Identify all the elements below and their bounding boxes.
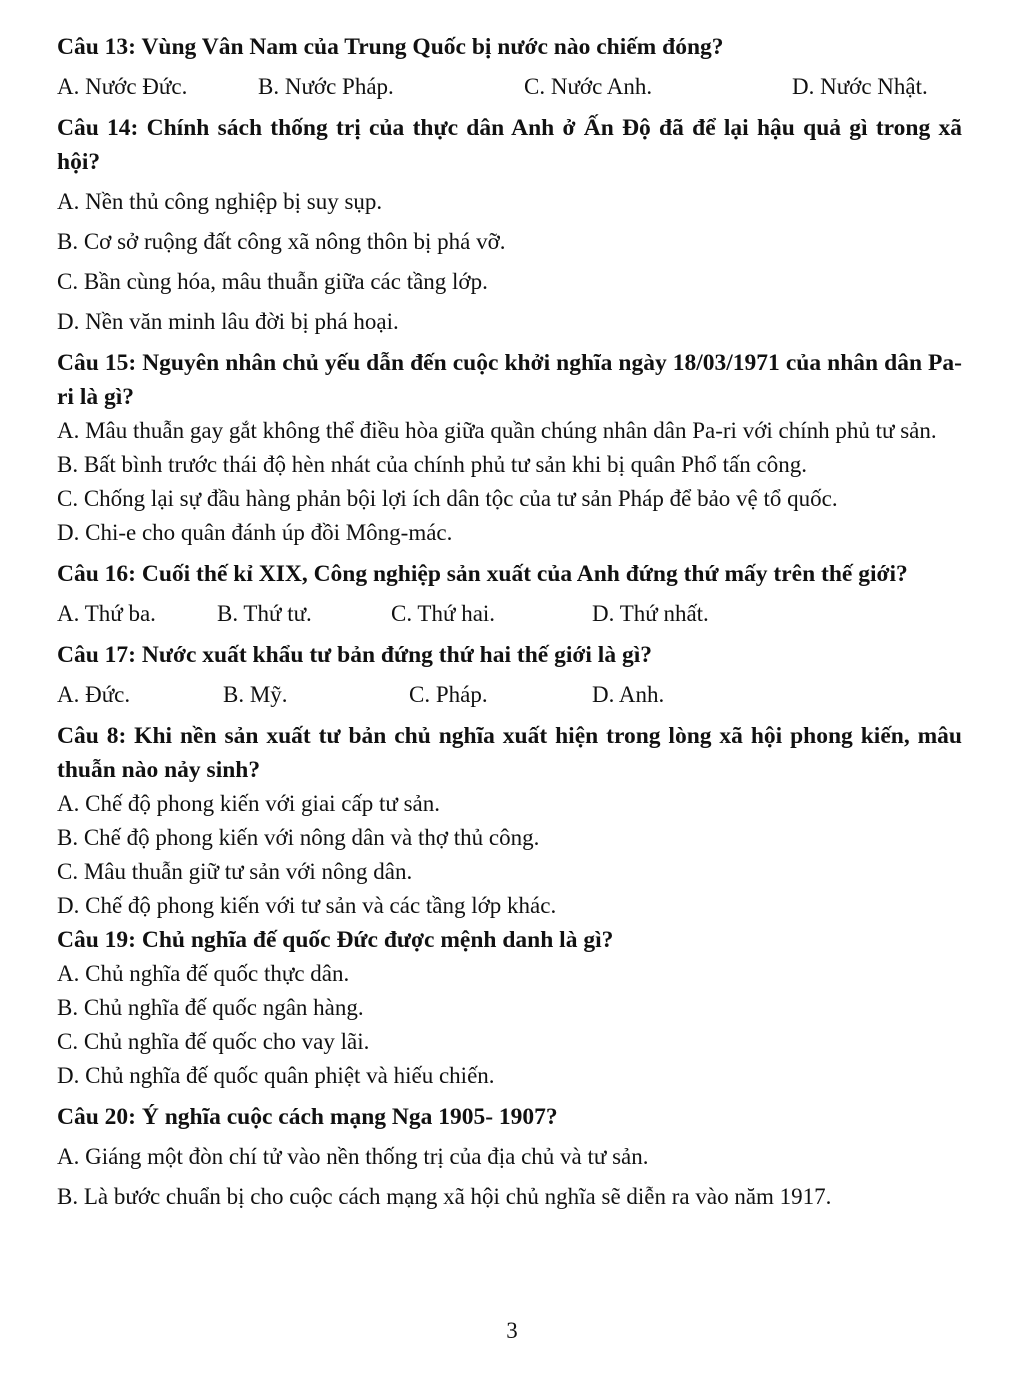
question-13-options xyxy=(57,70,962,104)
question-16-option-c: C. Thứ hai. xyxy=(391,601,496,626)
question-16-options xyxy=(57,597,962,631)
question-16-title: Câu 16: Cuối thế kỉ XIX, Công nghiệp sản xuất của Anh đứng thứ mấy trên thế giới? xyxy=(57,561,908,587)
question-17-option-d: D. Anh. xyxy=(592,682,665,707)
question-8-option-c: C. Mâu thuẫn giữ tư sản với nông dân. xyxy=(57,859,413,884)
question-16-option-a: A. Thứ ba. xyxy=(57,601,156,626)
question-20-title: Câu 20: Ý nghĩa cuộc cách mạng Nga 1905- 1907? xyxy=(57,1104,558,1130)
page-number: 3 xyxy=(506,1318,518,1343)
question-20-option-b: B. Là bước chuẩn bị cho cuộc cách mạng xã hội chủ nghĩa sẽ diễn ra vào năm 1917. xyxy=(57,1184,832,1209)
question-13-option-a: A. Nước Đức. xyxy=(57,74,188,99)
question-13-option-c: C. Nước Anh. xyxy=(524,74,653,99)
question-15-option-d: D. Chi-e cho quân đánh úp đồi Mông-mác. xyxy=(57,520,453,545)
question-19-option-c: C. Chủ nghĩa đế quốc cho vay lãi. xyxy=(57,1029,370,1054)
question-15-option-b: B. Bất bình trước thái độ hèn nhát của chính phủ tư sản khi bị quân Phổ tấn công. xyxy=(57,452,807,477)
question-8-option-d: D. Chế độ phong kiến với tư sản và các tầng lớp khác. xyxy=(57,893,557,918)
question-13-option-b: B. Nước Pháp. xyxy=(258,74,394,99)
question-15-title: Câu 15: Nguyên nhân chủ yếu dẫn đến cuộc khởi nghĩa ngày 18/03/1971 của nhân dân Pa-ri là gì? xyxy=(57,350,962,410)
question-8-title: Câu 8: Khi nền sản xuất tư bản chủ nghĩa xuất hiện trong lòng xã hội phong kiến, mâu thuẫn nào nảy sinh? xyxy=(57,723,962,783)
question-19-title: Câu 19: Chủ nghĩa đế quốc Đức được mệnh danh là gì? xyxy=(57,927,614,953)
question-16-option-d: D. Thứ nhất. xyxy=(592,601,709,626)
question-19-option-d: D. Chủ nghĩa đế quốc quân phiệt và hiếu chiến. xyxy=(57,1063,495,1088)
question-13-title: Câu 13: Vùng Vân Nam của Trung Quốc bị nước nào chiếm đóng? xyxy=(57,34,724,60)
question-14-option-c: C. Bần cùng hóa, mâu thuẫn giữa các tầng lớp. xyxy=(57,269,488,294)
question-19-option-b: B. Chủ nghĩa đế quốc ngân hàng. xyxy=(57,995,364,1020)
question-15-option-a: A. Mâu thuẫn gay gắt không thể điều hòa giữa quần chúng nhân dân Pa-ri với chính phủ tư sản. xyxy=(57,418,937,443)
exam-page xyxy=(57,30,962,1214)
question-14-option-a: A. Nền thủ công nghiệp bị suy sụp. xyxy=(57,189,383,214)
question-16-option-b: B. Thứ tư. xyxy=(217,601,312,626)
question-15-option-c: C. Chống lại sự đầu hàng phản bội lợi ích dân tộc của tư sản Pháp để bảo vệ tổ quốc. xyxy=(57,486,838,511)
question-14-option-d: D. Nền văn minh lâu đời bị phá hoại. xyxy=(57,309,399,334)
question-17-options xyxy=(57,678,962,712)
question-8-option-b: B. Chế độ phong kiến với nông dân và thợ thủ công. xyxy=(57,825,540,850)
question-17-option-b: B. Mỹ. xyxy=(223,682,288,707)
question-19-option-a: A. Chủ nghĩa đế quốc thực dân. xyxy=(57,961,350,986)
question-14-option-b: B. Cơ sở ruộng đất công xã nông thôn bị phá vỡ. xyxy=(57,229,506,254)
question-20-option-a: A. Giáng một đòn chí tử vào nền thống trị của địa chủ và tư sản. xyxy=(57,1144,649,1169)
question-14-title: Câu 14: Chính sách thống trị của thực dân Anh ở Ấn Độ đã để lại hậu quả gì trong xã hội? xyxy=(57,115,962,175)
question-17-option-a: A. Đức. xyxy=(57,682,131,707)
question-17-title: Câu 17: Nước xuất khẩu tư bản đứng thứ hai thế giới là gì? xyxy=(57,642,652,668)
question-17-option-c: C. Pháp. xyxy=(409,682,488,707)
question-8-option-a: A. Chế độ phong kiến với giai cấp tư sản. xyxy=(57,791,440,816)
question-13-option-d: D. Nước Nhật. xyxy=(792,74,928,99)
